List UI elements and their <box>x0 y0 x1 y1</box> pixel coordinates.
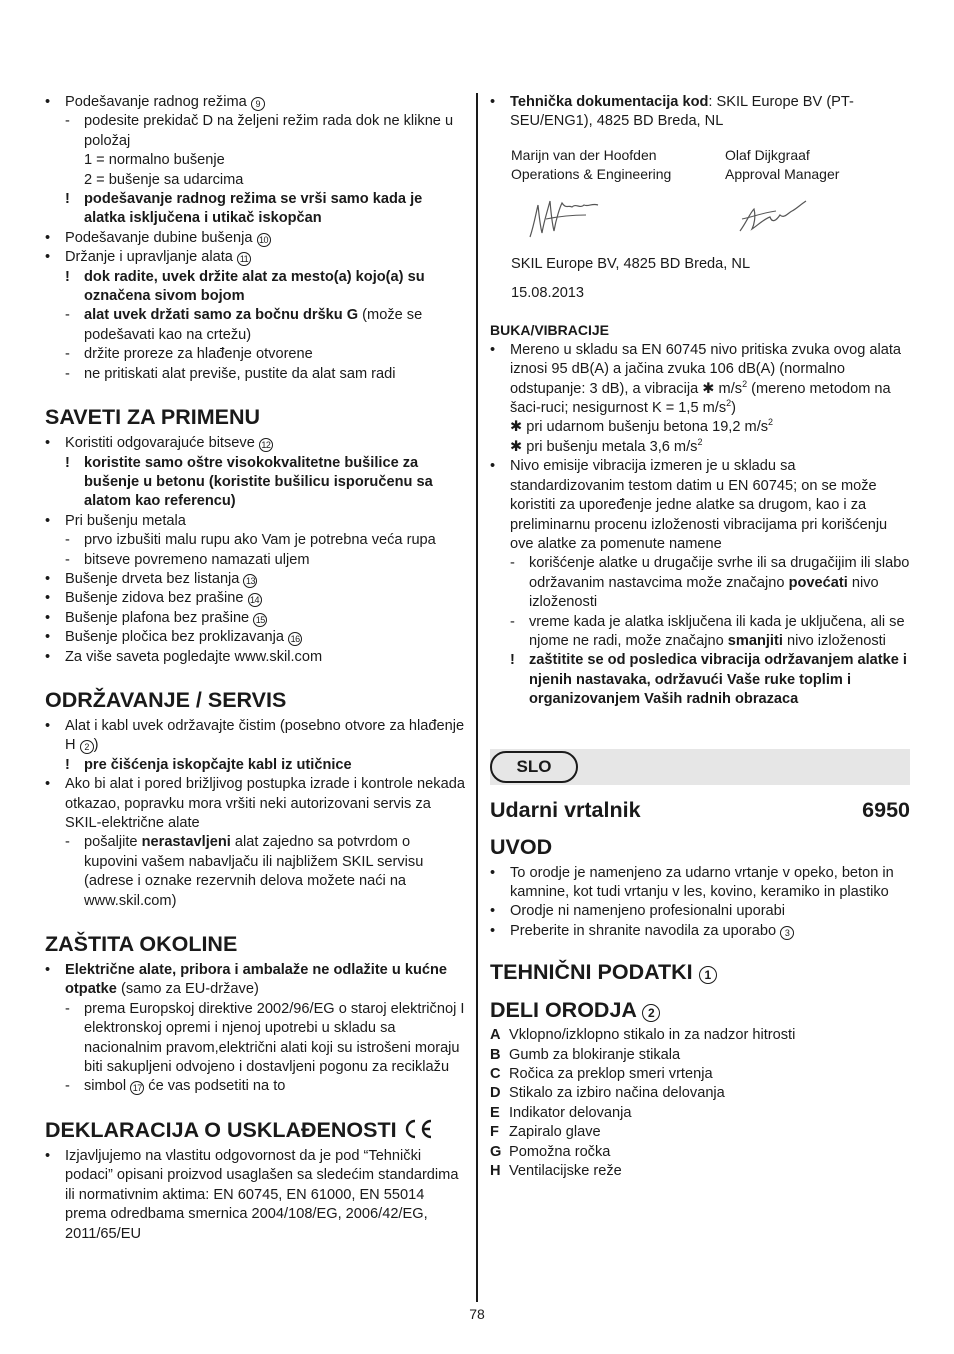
section-heading-tehnicni <box>490 959 910 985</box>
section-heading-saveti: SAVETI ZA PRIMENU <box>45 405 261 430</box>
heading-text: DELI ORODJA <box>490 998 637 1023</box>
item-bold-text: povećati <box>788 574 848 591</box>
section-heading-zastita: ZAŠTITA OKOLINE <box>45 932 238 957</box>
list-item <box>490 438 910 457</box>
signature-1-image <box>526 195 602 243</box>
signatory-2 <box>725 146 839 185</box>
list-item <box>45 717 465 756</box>
part-label: Stikalo za izbiro načina delovanja <box>509 1085 725 1102</box>
superscript: 2 <box>697 436 703 447</box>
ce-mark-icon <box>403 1119 433 1139</box>
item-text: pre čišćenja iskopčajte kabl iz utičnice <box>84 756 352 773</box>
list-item <box>45 628 465 647</box>
part-letter: B <box>490 1046 501 1063</box>
figure-ref-icon: 9 <box>251 97 265 111</box>
superscript: 2 <box>742 378 748 389</box>
item-text: ) <box>93 737 99 754</box>
item-text: To orodje je namenjeno za udarno vrtanje v opeko, beton in kamnine, kot tudi vrtanju v les, kovino, keramiko in plastiko <box>510 864 894 900</box>
item-bold-text: smanjiti <box>727 632 783 649</box>
signatories <box>490 146 910 185</box>
item-bold-text: Tehnička dokumentacija kod <box>510 94 709 110</box>
figure-ref-icon: 16 <box>288 632 302 646</box>
figure-ref-icon: 3 <box>780 926 794 940</box>
item-text: podesite prekidač D na željeni režim rada dok ne klikne u položaj <box>84 113 454 149</box>
list-item <box>490 922 910 941</box>
item-text: Koristiti odgovarajuće bitseve <box>65 435 255 452</box>
list-item <box>45 365 465 384</box>
figure-ref-icon: 2 <box>80 740 94 754</box>
part-item <box>490 1143 910 1162</box>
item-text: Ako bi alat i pored brižljivog postupka izrade i kontrole nekada otkazao, popravku mora vršiti neki autorizovani servis za SKIL-električne alate <box>65 776 465 831</box>
part-item <box>490 1104 910 1123</box>
list-item <box>45 93 465 112</box>
item-text: će vas podsetiti na to <box>144 1078 286 1095</box>
part-label: Ventilacijske reže <box>509 1163 622 1180</box>
item-text: podešavanje radnog režima se vrši samo kada je alatka isključena i utikač iskopčan <box>84 191 423 227</box>
list-item <box>45 151 465 170</box>
part-letter: G <box>490 1143 502 1160</box>
figure-ref-icon: 1 <box>699 966 717 984</box>
item-text: Za više saveta pogledajte www.skil.com <box>65 648 323 665</box>
heading-text: TEHNIČNI PODATKI <box>490 960 693 985</box>
item-text: Podešavanje dubine bušenja <box>65 229 253 246</box>
part-label: Pomožna ročka <box>509 1143 611 1160</box>
list-item <box>45 345 465 364</box>
part-item <box>490 1123 910 1142</box>
language-badge: SLO <box>490 751 578 783</box>
section-heading-deli <box>490 997 910 1023</box>
list-item <box>490 554 910 612</box>
tech-doc-item <box>490 93 910 132</box>
item-text: Bušenje plafona bez prašine <box>65 609 250 626</box>
warning-item <box>45 454 465 512</box>
part-label: Gumb za blokiranje stikala <box>509 1046 681 1063</box>
section-heading-deklaracija <box>45 1117 465 1143</box>
part-item <box>490 1084 910 1103</box>
signatory-1 <box>511 146 725 185</box>
list-item <box>45 609 465 628</box>
item-text: : SKIL Europe BV (PT-SEU/ENG1), 4825 BD Breda, NL <box>510 94 854 130</box>
part-letter: A <box>490 1027 501 1044</box>
list-item: • Nivo emisije vibracija izmeren je u skladu sa standardizovanim testom datim u EN 60745; on se može koristiti za upoređenje jedne alatke sa drugom, kao i za preliminarnu procenu izloženosti vibracijama pri korišćenju ove alatke za pomenute namene <box>490 457 910 554</box>
item-bold-text: alat uvek držati samo za bočnu dršku G <box>84 307 359 324</box>
item-text: Orodje ni namenjeno profesionalni uporabi <box>510 903 786 920</box>
item-text: (može se podešavati kao na crtežu) <box>84 307 423 343</box>
list-item <box>45 512 465 531</box>
part-letter: C <box>490 1066 501 1082</box>
item-text: pošaljite <box>84 834 142 851</box>
left-column <box>45 93 465 1244</box>
maintenance-list <box>45 717 465 833</box>
part-item <box>490 1026 910 1045</box>
declaration-text: • Izjavljujemo na vlastitu odgovornost da je pod “Tehnički podaci” opisani proizvod usaglašen sa sledećim standardima ili normativnim aktima: EN 60745, EN 61000, EN 55014 prema odredbama smernica 2004/108/EG, 2006/42/EG, 2011/65/EU <box>45 1147 465 1244</box>
list-item <box>490 613 910 652</box>
list-item <box>45 531 465 550</box>
item-text: držite proreze za hlađenje otvorene <box>84 346 313 363</box>
signatory-role: Approval Manager <box>725 166 840 183</box>
intro-list <box>490 864 910 942</box>
part-letter: E <box>490 1104 500 1121</box>
heading-text: DEKLARACIJA O USKLAĐENOSTI <box>45 1117 397 1142</box>
part-label: Indikator delovanja <box>509 1104 632 1121</box>
list-item <box>45 248 465 267</box>
product-number: 6950 <box>862 797 910 822</box>
warning-item: ! zaštitite se od posledica vibracija održavanjem alatke i njenih nastavaka, održavući Vaše ruke toplim i organizovanjem Vaših radnih obrazaca <box>490 651 910 709</box>
item-text: 1 = normalno bušenje <box>84 152 225 169</box>
parts-list <box>490 1026 910 1181</box>
list-item <box>45 589 465 608</box>
item-text: ✱ pri udarnom bušenju betona 19,2 m/s <box>510 419 769 436</box>
item-text: Mereno u skladu sa EN 60745 nivo pritiska zvuka ovog alata iznosi 95 dB(A) a jačina zvuka 106 dB(A) (normalno odstupanje: 3 dB), a vibracija ✱ m/s <box>510 341 902 397</box>
item-bold-text: Električne alate, pribora i ambalaže ne odlažite u kućne otpatke <box>65 962 448 998</box>
right-column <box>490 93 910 1181</box>
figure-ref-icon: 10 <box>257 233 271 247</box>
list-item <box>45 570 465 589</box>
superscript: 2 <box>726 398 732 409</box>
part-item <box>490 1065 910 1084</box>
section-heading-uvod: UVOD <box>490 834 553 859</box>
usage-tips-list <box>45 434 465 667</box>
part-letter: F <box>490 1124 499 1141</box>
declaration-date: 15.08.2013 <box>511 285 585 302</box>
item-bold-text: nerastavljeni <box>141 834 231 851</box>
list-item <box>45 1077 465 1096</box>
figure-ref-icon: 12 <box>259 438 273 452</box>
item-text: (samo za EU-države) <box>116 981 259 998</box>
section-heading-buka: BUKA/VIBRACIJE <box>490 322 610 339</box>
item-text: ne pritiskati alat previše, pustite da alat sam radi <box>84 365 396 382</box>
item-text: Držanje i upravljanje alata <box>65 249 233 266</box>
signatory-name: Olaf Dijkgraaf <box>725 146 810 163</box>
list-item <box>45 961 465 1000</box>
product-title: Udarni vrtalnik <box>490 797 641 822</box>
environment-list <box>45 1000 465 1078</box>
figure-ref-icon: 14 <box>248 593 262 607</box>
item-text: vreme kada je alatka isključena ili kada je uključena, ali se njome ne radi, može značajno <box>529 613 905 649</box>
part-letter: D <box>490 1085 501 1102</box>
language-band <box>490 749 910 785</box>
figure-ref-icon: 17 <box>130 1081 144 1095</box>
item-text: Preberite in shranite navodila za uporabo <box>510 922 777 939</box>
signatures-area <box>490 185 910 255</box>
figure-ref-icon: 11 <box>237 252 251 266</box>
part-label: Ročica za preklop smeri vrtenja <box>509 1066 713 1082</box>
part-label: Zapiralo glave <box>509 1124 601 1141</box>
item-text: nivo izloženosti <box>529 574 879 611</box>
list-item <box>45 112 465 151</box>
item-text: simbol <box>84 1078 131 1095</box>
item-text: korišćenje alatke u drugačije svrhe ili sa drugačijim ili slabo održavanim nastavcima može značajno <box>529 555 910 591</box>
item-text: ) <box>731 400 737 417</box>
list-item <box>45 434 465 453</box>
item-text: Bušenje zidova bez prašine <box>65 590 244 607</box>
warning-item <box>45 190 465 229</box>
list-item <box>490 902 910 921</box>
figure-ref-icon: 13 <box>243 574 257 588</box>
item-text: dok radite, uvek držite alat za mesto(a) kojo(a) su označena sivom bojom <box>84 268 425 305</box>
part-label: Vklopno/izklopno stikalo in za nadzor hitrosti <box>509 1027 796 1044</box>
item-text: koristite samo oštre visokokvalitetne bušilice za bušenje u betonu (koristite bušilicu isporučenu sa alatom kao referencu) <box>84 454 433 510</box>
operation-settings-list <box>45 93 465 306</box>
warning-item <box>45 756 465 775</box>
list-item <box>490 418 910 437</box>
list-item <box>490 341 910 419</box>
section-heading-odrzavanje: ODRŽAVANJE / SERVIS <box>45 687 287 712</box>
company-address: SKIL Europe BV, 4825 BD Breda, NL <box>511 255 751 272</box>
list-item <box>45 171 465 190</box>
column-divider <box>476 93 478 1302</box>
item-text: Pri bušenju metala <box>65 512 186 529</box>
item-text: Bušenje pločica bez proklizavanja <box>65 629 285 646</box>
item-text: Podešavanje radnog režima <box>65 94 247 110</box>
item-text: alat zajedno sa potvrdom o kupovini vašem nabavljaču ili najbližem SKIL servisu (adrese i oznake rezervnih delova možete naći na www.skil.com) <box>84 834 424 909</box>
page-number: 78 <box>469 1306 485 1322</box>
list-item <box>45 551 465 570</box>
signatory-name: Marijn van der Hoofden <box>511 146 657 163</box>
item-text: prema Europskoj direktive 2002/96/EG o staroj električnoj I elektronskoj opremi i njenoj upotrebi u skladu sa nacionalnim pravom,električni alati koji su istrošeni moraju biti sakupljeni odvojeno i dostavljeni pogonu za reciklažu <box>84 1000 465 1076</box>
list-item <box>490 864 910 903</box>
item-text: Alat i kabl uvek održavajte čistim (posebno otvore za hlađenje H <box>65 717 465 754</box>
product-title-row <box>490 797 910 823</box>
list-item <box>45 648 465 667</box>
item-text: Bušenje drveta bez listanja <box>65 570 240 587</box>
warning-item <box>45 268 465 307</box>
item-text: ✱ pri bušenju metala 3,6 m/s <box>510 438 698 455</box>
figure-ref-icon: 2 <box>642 1004 660 1022</box>
part-item <box>490 1046 910 1065</box>
item-text: bitseve povremeno namazati uljem <box>84 551 310 568</box>
list-item <box>45 1000 465 1078</box>
part-letter: H <box>490 1163 501 1180</box>
item-text: (mereno metodom na šaci-ruci; nesigurnost K = 1,5 m/s <box>510 380 891 417</box>
item-text: 2 = bušenje sa udarcima <box>84 171 244 188</box>
list-item <box>45 229 465 248</box>
signatory-role: Operations & Engineering <box>511 166 672 183</box>
signature-2-image <box>736 197 810 237</box>
list-item <box>45 306 465 345</box>
superscript: 2 <box>768 417 774 428</box>
part-item <box>490 1162 910 1181</box>
figure-ref-icon: 15 <box>253 613 267 627</box>
item-text: nivo izloženosti <box>782 632 886 649</box>
item-text: prvo izbušiti malu rupu ako Vam je potrebna veća rupa <box>84 532 436 549</box>
operation-settings-list-cont <box>45 345 465 384</box>
list-item <box>45 775 465 833</box>
list-item <box>45 833 465 911</box>
